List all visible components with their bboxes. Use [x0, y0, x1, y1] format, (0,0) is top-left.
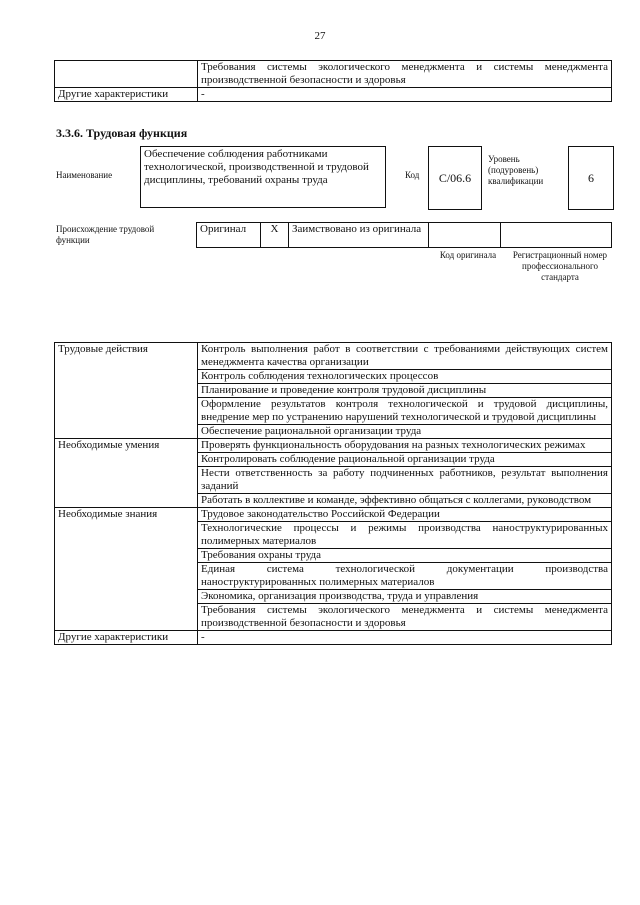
skill-item: Работать в коллективе и команде, эффективно общаться с коллегами, руководством [198, 494, 612, 508]
borrowed-label: Заимствовано из оригинала [289, 223, 429, 248]
knowledge-item: Экономика, организация производства, труда и управления [198, 590, 612, 604]
action-item: Обеспечение рациональной организации труда [198, 425, 612, 439]
table-row [55, 61, 612, 88]
labor-function-table [54, 342, 612, 645]
code-label: Код [405, 170, 420, 180]
previous-table [54, 60, 612, 102]
table-row [55, 439, 612, 453]
origin-table [196, 222, 612, 248]
origin-label: Происхождение трудовой функции [56, 224, 155, 245]
action-item: Оформление результатов контроля технологической и трудовой дисциплины, внедрение мер по устранению нарушений технологической и трудовой дисциплины [198, 398, 612, 425]
action-item: Контроль выполнения работ в соответствии с требованиями действующих систем менеджмента качества организации [198, 343, 612, 370]
action-item: Контроль соблюдения технологических процессов [198, 370, 612, 384]
name-label: Наименование [56, 170, 113, 180]
table-row [197, 223, 612, 248]
qualification-level-label: Уровень (подуровень) квалификации [488, 154, 544, 186]
table-row [55, 631, 612, 645]
qualification-level-box: 6 [568, 146, 614, 210]
actions-label: Трудовые действия [55, 343, 198, 439]
skill-item: Проверять функциональность оборудования на разных технологических режимах [198, 439, 612, 453]
original-code-cell [429, 223, 501, 248]
knowledge-item: Технологические процессы и режимы производства наноструктурированных полимерных материалов [198, 522, 612, 549]
skills-label: Необходимые умения [55, 439, 198, 508]
page-number: 27 [314, 30, 326, 42]
table-row [55, 508, 612, 522]
other-characteristics-value: - [198, 631, 612, 645]
knowledge-item: Требования системы экологического менеджмента и системы менеджмента производственной безопасности и здоровья [198, 604, 612, 631]
function-name-box: Обеспечение соблюдения работниками технологической, производственной и трудовой дисциплины, требований охраны труда [140, 146, 386, 208]
requirement-text: Требования системы экологического менеджмента и системы менеджмента производственной безопасности и здоровья [198, 61, 612, 88]
original-mark: X [261, 223, 289, 248]
registration-number-caption: Регистрационный номер профессионального стандарта [512, 250, 608, 282]
knowledge-item: Единая система технологической документации производства наноструктурированных полимерных материалов [198, 563, 612, 590]
knowledge-item: Требования охраны труда [198, 549, 612, 563]
row-value: - [198, 88, 612, 102]
table-row [55, 343, 612, 370]
original-label: Оригинал [197, 223, 261, 248]
empty-label-cell [55, 61, 198, 88]
section-heading: 3.3.6. Трудовая функция [56, 126, 188, 140]
knowledge-item: Трудовое законодательство Российской Федерации [198, 508, 612, 522]
other-characteristics-label: Другие характеристики [55, 631, 198, 645]
row-label: Другие характеристики [55, 88, 198, 102]
skill-item: Нести ответственность за работу подчиненных работников, результат выполнения заданий [198, 467, 612, 494]
table-row [55, 88, 612, 102]
action-item: Планирование и проведение контроля трудовой дисциплины [198, 384, 612, 398]
skill-item: Контролировать соблюдение рациональной организации труда [198, 453, 612, 467]
original-code-caption: Код оригинала [439, 250, 497, 260]
knowledge-label: Необходимые знания [55, 508, 198, 631]
code-value-box: C/06.6 [428, 146, 482, 210]
registration-number-cell [501, 223, 612, 248]
